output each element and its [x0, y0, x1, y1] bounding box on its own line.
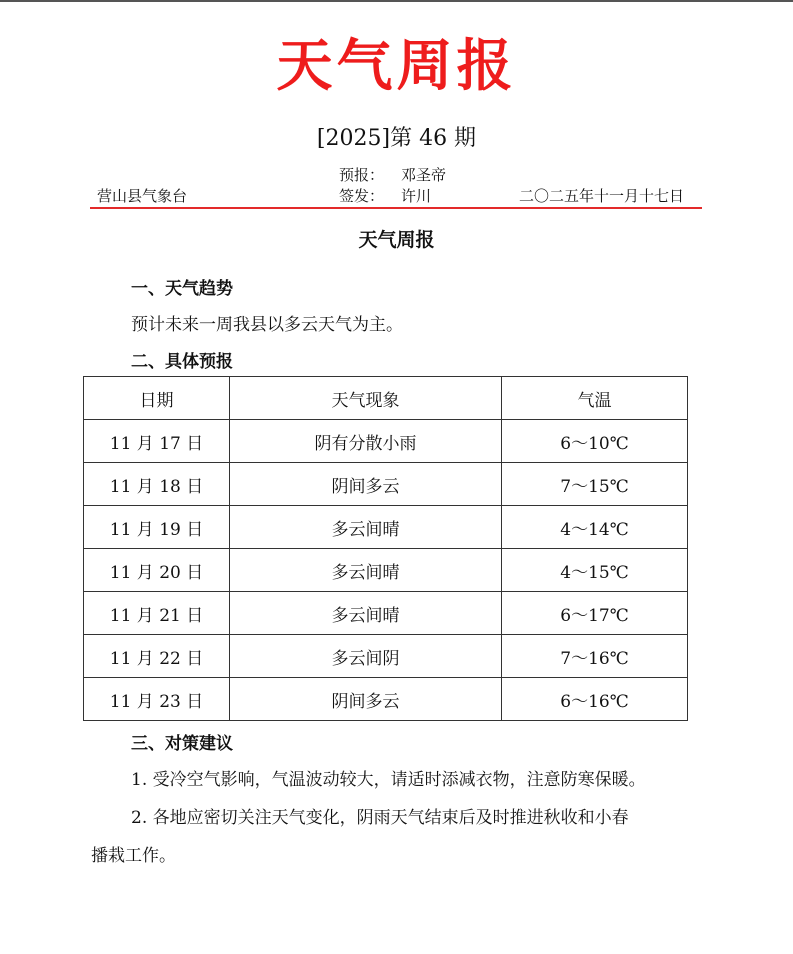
row-temperature: 4～14℃ — [502, 506, 688, 549]
row-weather: 多云间晴 — [230, 506, 502, 549]
row-temperature: 4～15℃ — [502, 549, 688, 592]
agency-name: 营山县气象台 — [97, 187, 188, 205]
advice-item-2-line-1: 2. 各地应密切关注天气变化，阴雨天气结束后及时推进秋收和小春 — [131, 808, 629, 828]
advice-item-2-line-2: 播栽工作。 — [91, 846, 176, 866]
forecast-table — [83, 376, 688, 721]
table-header-row — [84, 377, 688, 420]
trend-text: 预计未来一周我县以多云天气为主。 — [131, 315, 403, 335]
header-temperature: 气温 — [502, 377, 688, 420]
section-heading-trend: 一、天气趋势 — [131, 279, 233, 299]
table-row — [84, 463, 688, 506]
section-heading-forecast: 二、具体预报 — [131, 352, 233, 372]
header-date: 日期 — [84, 377, 230, 420]
forecaster-name: 邓圣帝 — [401, 166, 447, 184]
issue-date: 二〇二五年十一月十七日 — [519, 187, 685, 205]
row-temperature: 7～15℃ — [502, 463, 688, 506]
section-heading-advice: 三、对策建议 — [131, 734, 233, 754]
row-date: 11 月 18 日 — [84, 463, 230, 506]
row-date: 11 月 19 日 — [84, 506, 230, 549]
row-weather: 阴间多云 — [230, 678, 502, 721]
forecaster-label: 预报： — [339, 166, 385, 184]
table-row — [84, 420, 688, 463]
row-temperature: 6～17℃ — [502, 592, 688, 635]
top-border — [0, 0, 793, 2]
header-weather: 天气现象 — [230, 377, 502, 420]
masthead-title: 天气周报 — [276, 33, 517, 99]
row-date: 11 月 22 日 — [84, 635, 230, 678]
table-row — [84, 506, 688, 549]
row-weather: 多云间晴 — [230, 592, 502, 635]
row-date: 11 月 21 日 — [84, 592, 230, 635]
advice-item-1: 1. 受冷空气影响，气温波动较大，请适时添减衣物，注意防寒保暖。 — [131, 770, 646, 790]
row-temperature: 6～10℃ — [502, 420, 688, 463]
row-date: 11 月 17 日 — [84, 420, 230, 463]
row-temperature: 7～16℃ — [502, 635, 688, 678]
header-rule — [90, 207, 702, 209]
row-weather: 阴间多云 — [230, 463, 502, 506]
row-date: 11 月 20 日 — [84, 549, 230, 592]
signer-name: 许川 — [401, 187, 432, 205]
table-row — [84, 549, 688, 592]
row-date: 11 月 23 日 — [84, 678, 230, 721]
table-row — [84, 678, 688, 721]
row-weather: 阴有分散小雨 — [230, 420, 502, 463]
signer-label: 签发： — [339, 187, 385, 205]
issue-number: [2025]第 46 期 — [316, 126, 477, 151]
row-temperature: 6～16℃ — [502, 678, 688, 721]
table-row — [84, 592, 688, 635]
row-weather: 多云间阴 — [230, 635, 502, 678]
row-weather: 多云间晴 — [230, 549, 502, 592]
document-title: 天气周报 — [358, 229, 435, 251]
table-row — [84, 635, 688, 678]
